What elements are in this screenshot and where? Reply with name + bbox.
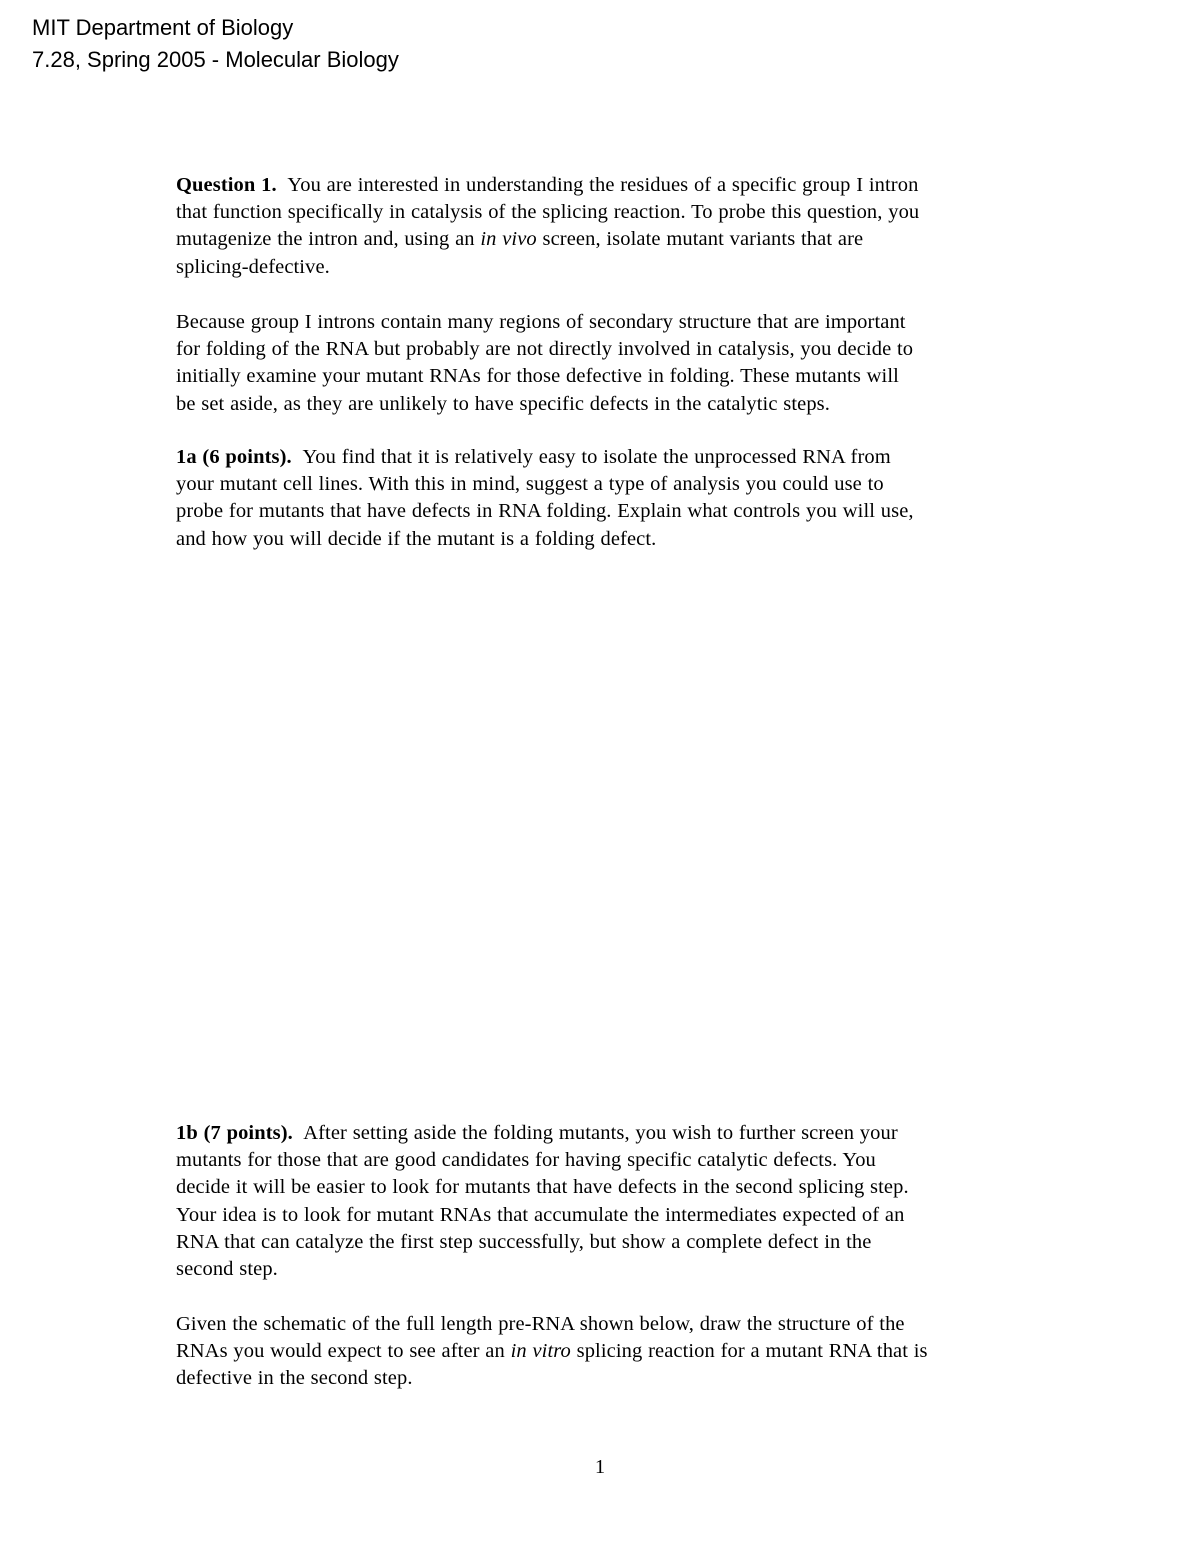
question-1-line-4: splicing-defective. — [176, 255, 330, 278]
question-1-label: Question 1. — [176, 174, 277, 196]
page-number: 1 — [594, 1456, 606, 1478]
background-line-2: for folding of the RNA but probably are not directly involved in catalysis, you decide to — [176, 338, 914, 361]
part-1a — [176, 444, 1036, 553]
part-1b-line-4: Your idea is to look for mutant RNAs that accumulate the intermediates expected of an — [176, 1203, 905, 1226]
course-title: 7.28, Spring 2005 - Molecular Biology — [32, 47, 399, 72]
part-1b-label: 1b (7 points). — [176, 1122, 293, 1144]
part-1b-line-6: second step. — [176, 1258, 278, 1281]
question-1-line-1: You are interested in understanding the residues of a specific group I intron — [287, 174, 919, 196]
part-1b-line-5: RNA that can catalyze the first step successfully, but show a complete defect in the — [176, 1230, 872, 1253]
in-vivo-term: in vivo — [480, 228, 537, 251]
part-1a-line-3: probe for mutants that have defects in RNA folding. Explain what controls you will use, — [176, 500, 914, 523]
part-1b-line-3: decide it will be easier to look for mutants that have defects in the second splicing step. — [176, 1176, 909, 1199]
followup-line-1: Given the schematic of the full length pre-RNA shown below, draw the structure of the — [176, 1313, 905, 1335]
question-1-intro — [176, 172, 1036, 281]
part-1a-line-2: your mutant cell lines. With this in mind, suggest a type of analysis you could use to — [176, 473, 884, 496]
followup-line-2a: RNAs you would expect to see after an — [176, 1340, 511, 1363]
question-1-line-3b: screen, isolate mutant variants that are — [536, 228, 864, 251]
part-1a-label: 1a (6 points). — [176, 446, 292, 468]
in-vitro-term: in vitro — [510, 1340, 571, 1363]
part-1b-line-1: After setting aside the folding mutants, you wish to further screen your — [303, 1122, 898, 1144]
department-name: MIT Department of Biology — [32, 15, 294, 40]
part-1b-line-2: mutants for those that are good candidates for having specific catalytic defects. You — [176, 1149, 876, 1172]
followup-line-3: defective in the second step. — [176, 1367, 413, 1390]
question-1-line-2: that function specifically in catalysis of the splicing reaction. To probe this question, you — [176, 201, 920, 224]
part-1b — [176, 1120, 1036, 1283]
followup-line-2b: splicing reaction for a mutant RNA that is — [570, 1340, 928, 1363]
document-header — [32, 12, 399, 76]
part-1a-line-4: and how you will decide if the mutant is a folding defect. — [176, 527, 657, 550]
background-line-3: initially examine your mutant RNAs for those defective in folding. These mutants will — [176, 365, 899, 388]
part-1a-line-1: You find that it is relatively easy to isolate the unprocessed RNA from — [302, 446, 891, 468]
part-1b-followup — [176, 1311, 1036, 1393]
background-line-4: be set aside, as they are unlikely to have specific defects in the catalytic steps. — [176, 392, 830, 415]
question-1-line-3a: mutagenize the intron and, using an — [176, 228, 481, 251]
question-1-background — [176, 309, 1036, 418]
background-line-1: Because group I introns contain many regions of secondary structure that are important — [176, 311, 906, 333]
